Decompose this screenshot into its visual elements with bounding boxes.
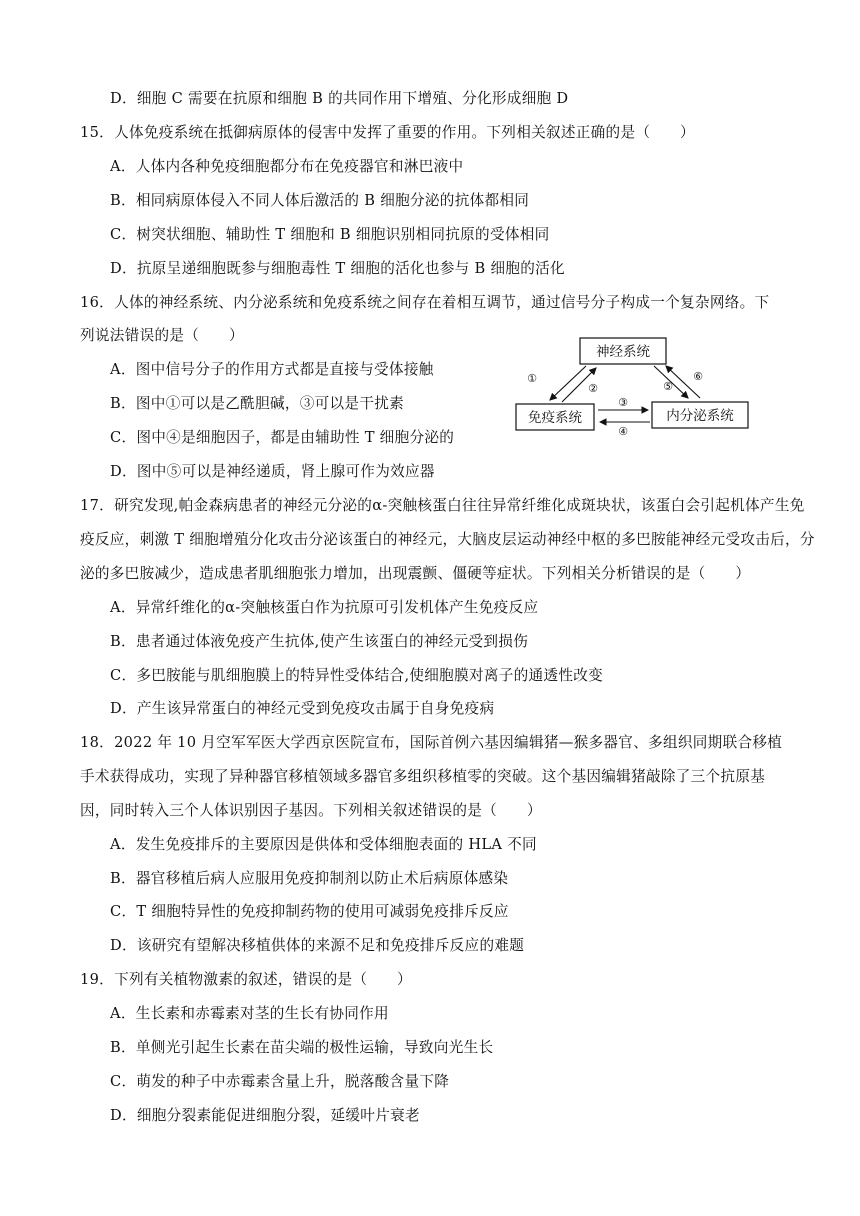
q18-option-d: D．该研究有望解决移植供体的来源不足和免疫排斥反应的难题 (110, 937, 525, 954)
q15-stem: 15．人体免疫系统在抵御病原体的侵害中发挥了重要的作用。下列相关叙述正确的是（ ） (80, 124, 695, 141)
label-5: ⑤ (663, 380, 673, 393)
q16-stem-line1: 16．人体的神经系统、内分泌系统和免疫系统之间存在着相互调节，通过信号分子构成一个复杂网络。下 (80, 294, 770, 311)
immune-system-label: 免疫系统 (528, 410, 582, 426)
q19-option-b: B．单侧光引起生长素在苗尖端的极性运输，导致向光生长 (110, 1039, 494, 1056)
q17-stem-line2: 疫反应，刺激 T 细胞增殖分化攻击分泌该蛋白的神经元，大脑皮层运动神经中枢的多巴胺能神经元受攻击后，分 (80, 531, 815, 548)
q16-option-a: A．图中信号分子的作用方式都是直接与受体接触 (110, 361, 434, 378)
q19-option-c: C．萌发的种子中赤霉素含量上升，脱落酸含量下降 (110, 1073, 450, 1090)
q18-option-b: B．器官移植后病人应服用免疫抑制剂以防止术后病原体感染 (110, 870, 509, 887)
q17-stem-line3: 泌的多巴胺减少，造成患者肌细胞张力增加，出现震颤、僵硬等症状。下列相关分析错误的是（ ） (80, 565, 751, 582)
q16-option-c: C．图中④是细胞因子，都是由辅助性 T 细胞分泌的 (110, 429, 455, 446)
q19-stem: 19．下列有关植物激素的叙述，错误的是（ ） (80, 971, 412, 988)
endocrine-system-label: 内分泌系统 (666, 408, 734, 424)
q18-stem-line1: 18．2022 年 10 月空军军医大学西京医院宣布，国际首例六基因编辑猪—猴多器官、多组织同期联合移植 (80, 734, 783, 751)
q19-option-a: A．生长素和赤霉素对茎的生长有协同作用 (110, 1005, 389, 1022)
label-2: ② (588, 382, 598, 395)
q17-option-d: D．产生该异常蛋白的神经元受到免疫攻击属于自身免疫病 (110, 700, 495, 717)
q18-stem-line2: 手术获得成功，实现了异种器官移植领域多器官多组织移植零的突破。这个基因编辑猪敲除了三个抗原基 (80, 768, 766, 785)
q14-option-d: D．细胞 C 需要在抗原和细胞 B 的共同作用下增殖、分化形成细胞 D (110, 90, 569, 107)
q18-stem-line3: 因，同时转入三个人体识别因子基因。下列相关叙述错误的是（ ） (80, 802, 542, 819)
q18-option-c: C．T 细胞特异性的免疫抑制药物的使用可减弱免疫排斥反应 (110, 903, 509, 920)
q15-option-d: D．抗原呈递细胞既参与细胞毒性 T 细胞的活化也参与 B 细胞的活化 (110, 260, 565, 277)
q17-option-b: B．患者通过体液免疫产生抗体,使产生该蛋白的神经元受到损伤 (110, 633, 529, 650)
nervous-system-label: 神经系统 (596, 344, 650, 360)
label-4: ④ (618, 425, 628, 438)
q16-option-d: D．图中⑤可以是神经递质，肾上腺可作为效应器 (110, 463, 435, 480)
q16-option-b: B．图中①可以是乙酰胆碱，③可以是干扰素 (110, 395, 405, 412)
q18-option-a: A．发生免疫排斥的主要原因是供体和受体细胞表面的 HLA 不同 (110, 836, 537, 853)
label-3: ③ (618, 396, 628, 409)
regulation-network-diagram (510, 336, 760, 436)
q15-option-c: C．树突状细胞、辅助性 T 细胞和 B 细胞识别相同抗原的受体相同 (110, 226, 550, 243)
q15-option-b: B．相同病原体侵入不同人体后激活的 B 细胞分泌的抗体都相同 (110, 192, 530, 209)
label-6: ⑥ (693, 370, 703, 383)
q16-stem-line2: 列说法错误的是（ ） (80, 327, 244, 344)
q17-option-c: C．多巴胺能与肌细胞膜上的特异性受体结合,使细胞膜对离子的通透性改变 (110, 667, 604, 684)
q19-option-d: D．细胞分裂素能促进细胞分裂，延缓叶片衰老 (110, 1107, 420, 1124)
q15-option-a: A．人体内各种免疫细胞都分布在免疫器官和淋巴液中 (110, 158, 464, 175)
q17-option-a: A．异常纤维化的α-突触核蛋白作为抗原可引发机体产生免疫反应 (110, 599, 539, 616)
label-1: ① (527, 372, 537, 385)
q17-stem-line1: 17．研究发现,帕金森病患者的神经元分泌的α-突触核蛋白往往异常纤维化成斑块状，该蛋白会引起机体产生免 (80, 497, 805, 514)
